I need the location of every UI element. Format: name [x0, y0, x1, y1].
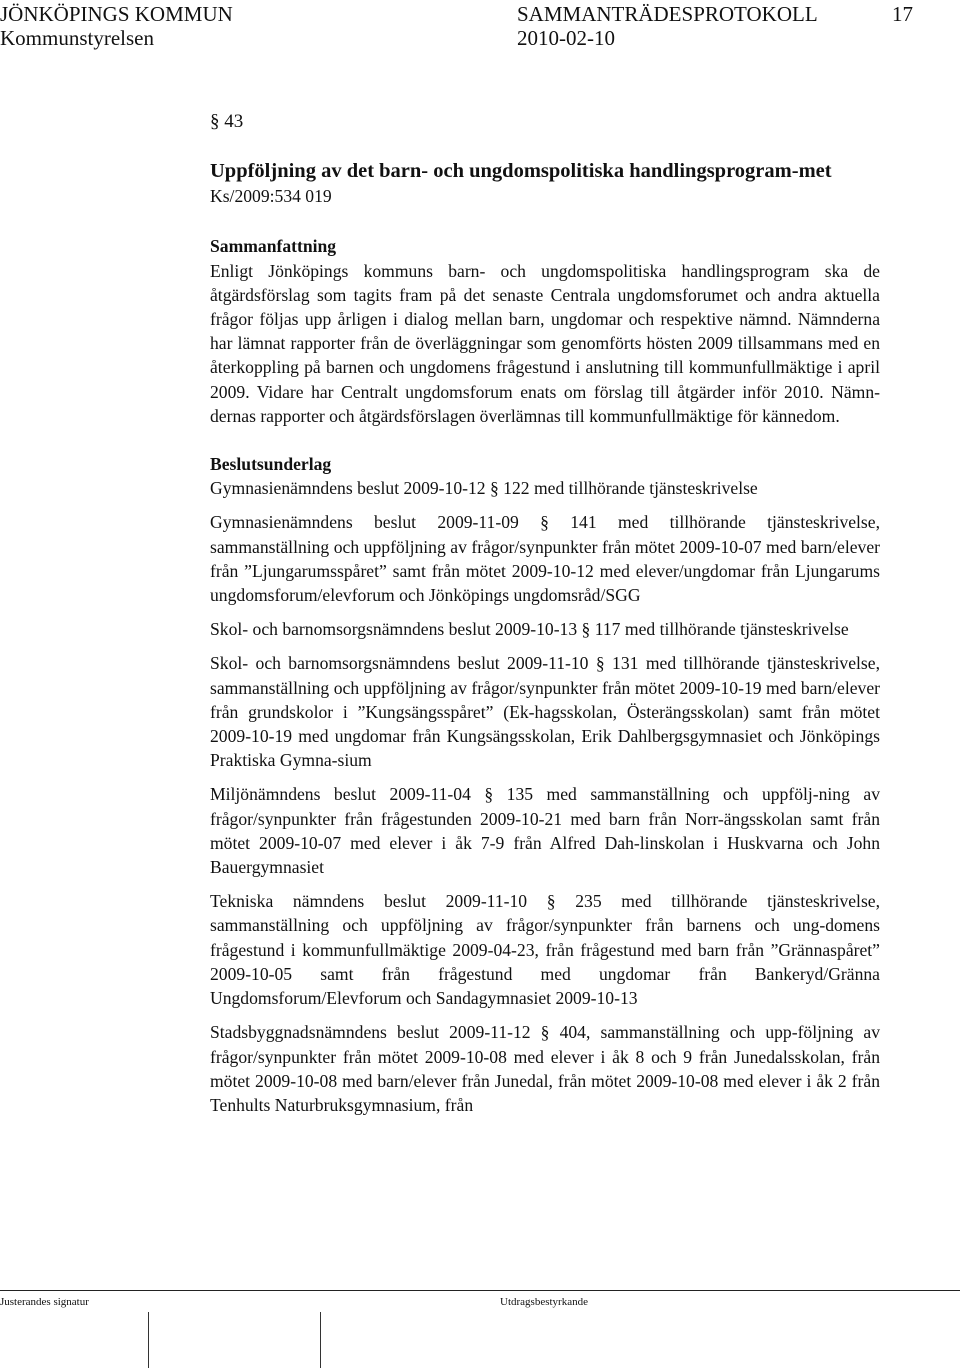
basis-item: Gymnasienämndens beslut 2009-11-09 § 141 med tillhörande tjänsteskrivelse, sammanställning och uppföljning av frågor/synpunkter från mötet 2009-10-07 med barn/elever från ”Ljungarumsspåret” samt från mötet 2009-10-12 med elever/ungdomar från Ljungarums ungdomsforum/elevforum och Jönköpings ungdomsråd/SGG [210, 512, 880, 606]
basis-item: Skol- och barnomsorgsnämndens beslut 2009-10-13 § 117 med tillhörande tjänsteskrivelse [210, 619, 849, 640]
header-page-number: 17 [892, 2, 913, 26]
header-org: JÖNKÖPINGS KOMMUN [0, 2, 233, 26]
case-id: Ks/2009:534 019 [210, 186, 332, 207]
basis-item: Stadsbyggnadsnämndens beslut 2009-11-12 § 404, sammanställning och upp-följning av frågor/synpunkter från mötet 2009-10-08 med elever i åk 8 och 9 från Junedalsskolan, från mötet 2009-10-08 med barn/elever från Junedal, från mötet 2009-10-08 med elever i åk 2 från Tenhults Naturbruksgymnasium, från [210, 1022, 880, 1115]
basis-item: Gymnasienämndens beslut 2009-10-12 § 122 med tillhörande tjänsteskrivelse [210, 478, 758, 499]
footer-divider [0, 1290, 960, 1291]
header-date: 2010-02-10 [517, 26, 615, 50]
footer-signature-label: Justerandes signatur [0, 1296, 89, 1308]
summary-text: Enligt Jönköpings kommuns barn- och ungdomspolitiska handlingsprogram ska de åtgärdsförslag som tagits fram på det senaste Centrala ungdomsforumet och andra aktuella frågor följas upp årligen i dialog mellan barn, ungdomar och respektive nämnd. Nämnderna har lämnat rapporter från de överläggningar som genomförts hösten 2009 tillsammans med en återkoppling på barnen och ungdomens frågestund i anslutning till kommunfullmäktige i april 2009. Vidare har Centralt ungdomsforum enats om förslag till åtgärder inför 2010. Nämn-dernas rapporter och åtgärdsförslagen överlämnas till kommunfullmäktige för kännedom. [210, 260, 880, 426]
footer-certification-label: Utdragsbestyrkande [500, 1296, 588, 1308]
summary-heading: Sammanfattning [210, 236, 337, 257]
basis-item: Skol- och barnomsorgsnämndens beslut 2009-11-10 § 131 med tillhörande tjänsteskrivelse, sammanställning och uppföljning av frågor/synpunkter från mötet 2009-10-19 med barn/elever från grundskolor i ”Kungsängsspåret” (Ek-hagsskolan, Österängsskolan) samt från mötet 2009-10-19 med ungdomar från Kungsängsskolan, Erik Dahlbergsgymnasiet och Jönköpings Praktiska Gymna-sium [210, 653, 880, 771]
basis-item: Tekniska nämndens beslut 2009-11-10 § 235 med tillhörande tjänsteskrivelse, sammanställning och uppföljning av frågor/synpunkter från barnens och ung-domens frågestund i kommunfullmäktige 2009-04-23, från frågestund med barn från ”Grännaspåret” 2009-10-05 samt från frågestund med ungdomar från Bankeryd/Gränna Ungdomsforum/Elevforum och Sandagymnasiet 2009-10-13 [210, 891, 880, 1009]
section-number: § 43 [210, 111, 244, 132]
basis-item: Miljönämndens beslut 2009-11-04 § 135 med sammanställning och uppfölj-ning av frågor/synpunkter från frågestunden 2009-10-21 med barn från Norr-ängsskolan samt från mötet 2009-10-07 med elever i åk 7-9 från Alfred Dah-linskolan i Huskvarna och John Bauergymnasiet [210, 784, 880, 878]
basis-heading: Beslutsunderlag [210, 454, 332, 475]
signature-field-divider [320, 1312, 321, 1368]
header-doc-type: SAMMANTRÄDESPROTOKOLL [517, 2, 818, 26]
section-title: Uppföljning av det barn- och ungdomspolitiska handlingsprogram-met [210, 160, 832, 183]
document-body [210, 110, 880, 1127]
signature-field-divider [148, 1312, 149, 1368]
header-committee: Kommunstyrelsen [0, 26, 154, 50]
